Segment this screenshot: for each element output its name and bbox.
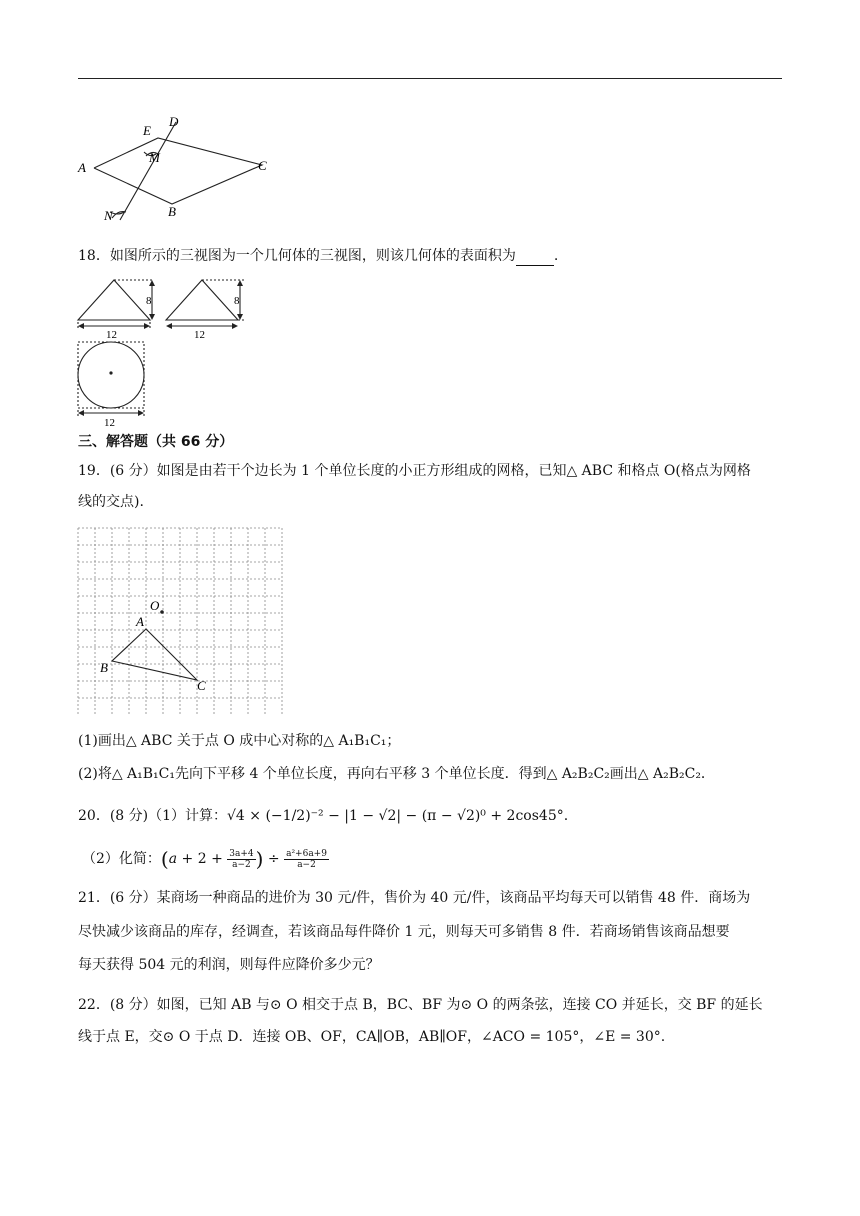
fraction-1: $\frac{3a+4}{a-2}$	[229, 848, 254, 870]
label-C: C	[258, 158, 267, 173]
q20-part2-prefix: （2）化简：	[82, 851, 161, 867]
header-rule	[78, 78, 782, 79]
q22-line2: 线于点 E，交⊙ O 于点 D．连接 OB、OF，CA∥OB，AB∥OF，∠ACO = 105°，∠E = 30°.	[78, 1029, 666, 1045]
top-view	[76, 340, 148, 428]
side-height-label: 8	[234, 295, 240, 307]
answer-blank	[516, 251, 554, 266]
q20-part1-prefix: 20．(8 分)（1）计算：	[78, 808, 228, 824]
label-A: A	[78, 160, 86, 175]
label-D: D	[169, 114, 179, 129]
q19-line1: 19．(6 分）如图是由若干个边长为 1 个单位长度的小正方形组成的网格，已知△ ABC 和格点 O(格点为网格	[78, 463, 751, 479]
q22-line1: 22．(8 分）如图，已知 AB 与⊙ O 相交于点 B，BC、BF 为⊙ O 的两条弦，连接 CO 并延长，交 BF 的延长	[78, 997, 763, 1013]
top-width-label: 12	[104, 417, 115, 429]
q19-part2: (2)将△ A₁B₁C₁先向下平移 4 个单位长度，再向右平移 3 个单位长度．得到△ A₂B₂C₂画出△ A₂B₂C₂．	[78, 766, 715, 782]
point-C: C	[197, 678, 206, 693]
front-height-label: 8	[146, 295, 152, 307]
q21-line3: 每天获得 504 元的利润，则每件应降价多少元？	[78, 957, 380, 973]
q21-line2: 尽快减少该商品的库存，经调查，若该商品每件降价 1 元，则每天可多销售 8 件．若商场销售该商品想要	[78, 924, 730, 940]
q20-part1-expression: √4 × (−1/2)⁻² − |1 − √2| − (π − √2)⁰ + 2cos45°.	[227, 808, 569, 824]
front-width-label: 12	[106, 329, 117, 341]
q20-part1	[78, 806, 568, 826]
fraction-2: $\frac{\text{a²+6a+9}}{a-2}$	[286, 848, 327, 870]
q18-end: .	[553, 248, 559, 264]
side-width-label: 12	[194, 329, 205, 341]
q21-line1: 21．(6 分）某商场一种商品的进价为 30 元/件，售价为 40 元/件，该商品平均每天可以销售 48 件．商场为	[78, 890, 751, 906]
point-B: B	[100, 660, 108, 675]
label-N: N	[104, 208, 113, 223]
section-heading: 三、解答题（共 66 分）	[78, 434, 234, 450]
front-view	[76, 276, 156, 340]
label-B: B	[168, 204, 176, 219]
question-18	[78, 246, 558, 266]
label-M: M	[149, 150, 160, 165]
point-A: A	[136, 614, 144, 629]
side-view	[164, 276, 254, 340]
q20-part2: （2）化简：(a + 2 + $\frac{3a+4}{a-2}$ ) ÷ $\frac{\text{a²+6a+9}}{a-2}$	[82, 847, 327, 871]
q19-part1: (1)画出△ ABC 关于点 O 成中心对称的△ A₁B₁C₁；	[78, 733, 401, 749]
point-O: O	[150, 598, 160, 613]
q18-text: 18．如图所示的三视图为一个几何体的三视图，则该几何体的表面积为	[78, 248, 516, 264]
label-E: E	[143, 123, 151, 138]
q19-line2: 线的交点).	[78, 494, 144, 510]
rhombus-figure	[76, 112, 276, 227]
grid-figure	[78, 528, 282, 714]
